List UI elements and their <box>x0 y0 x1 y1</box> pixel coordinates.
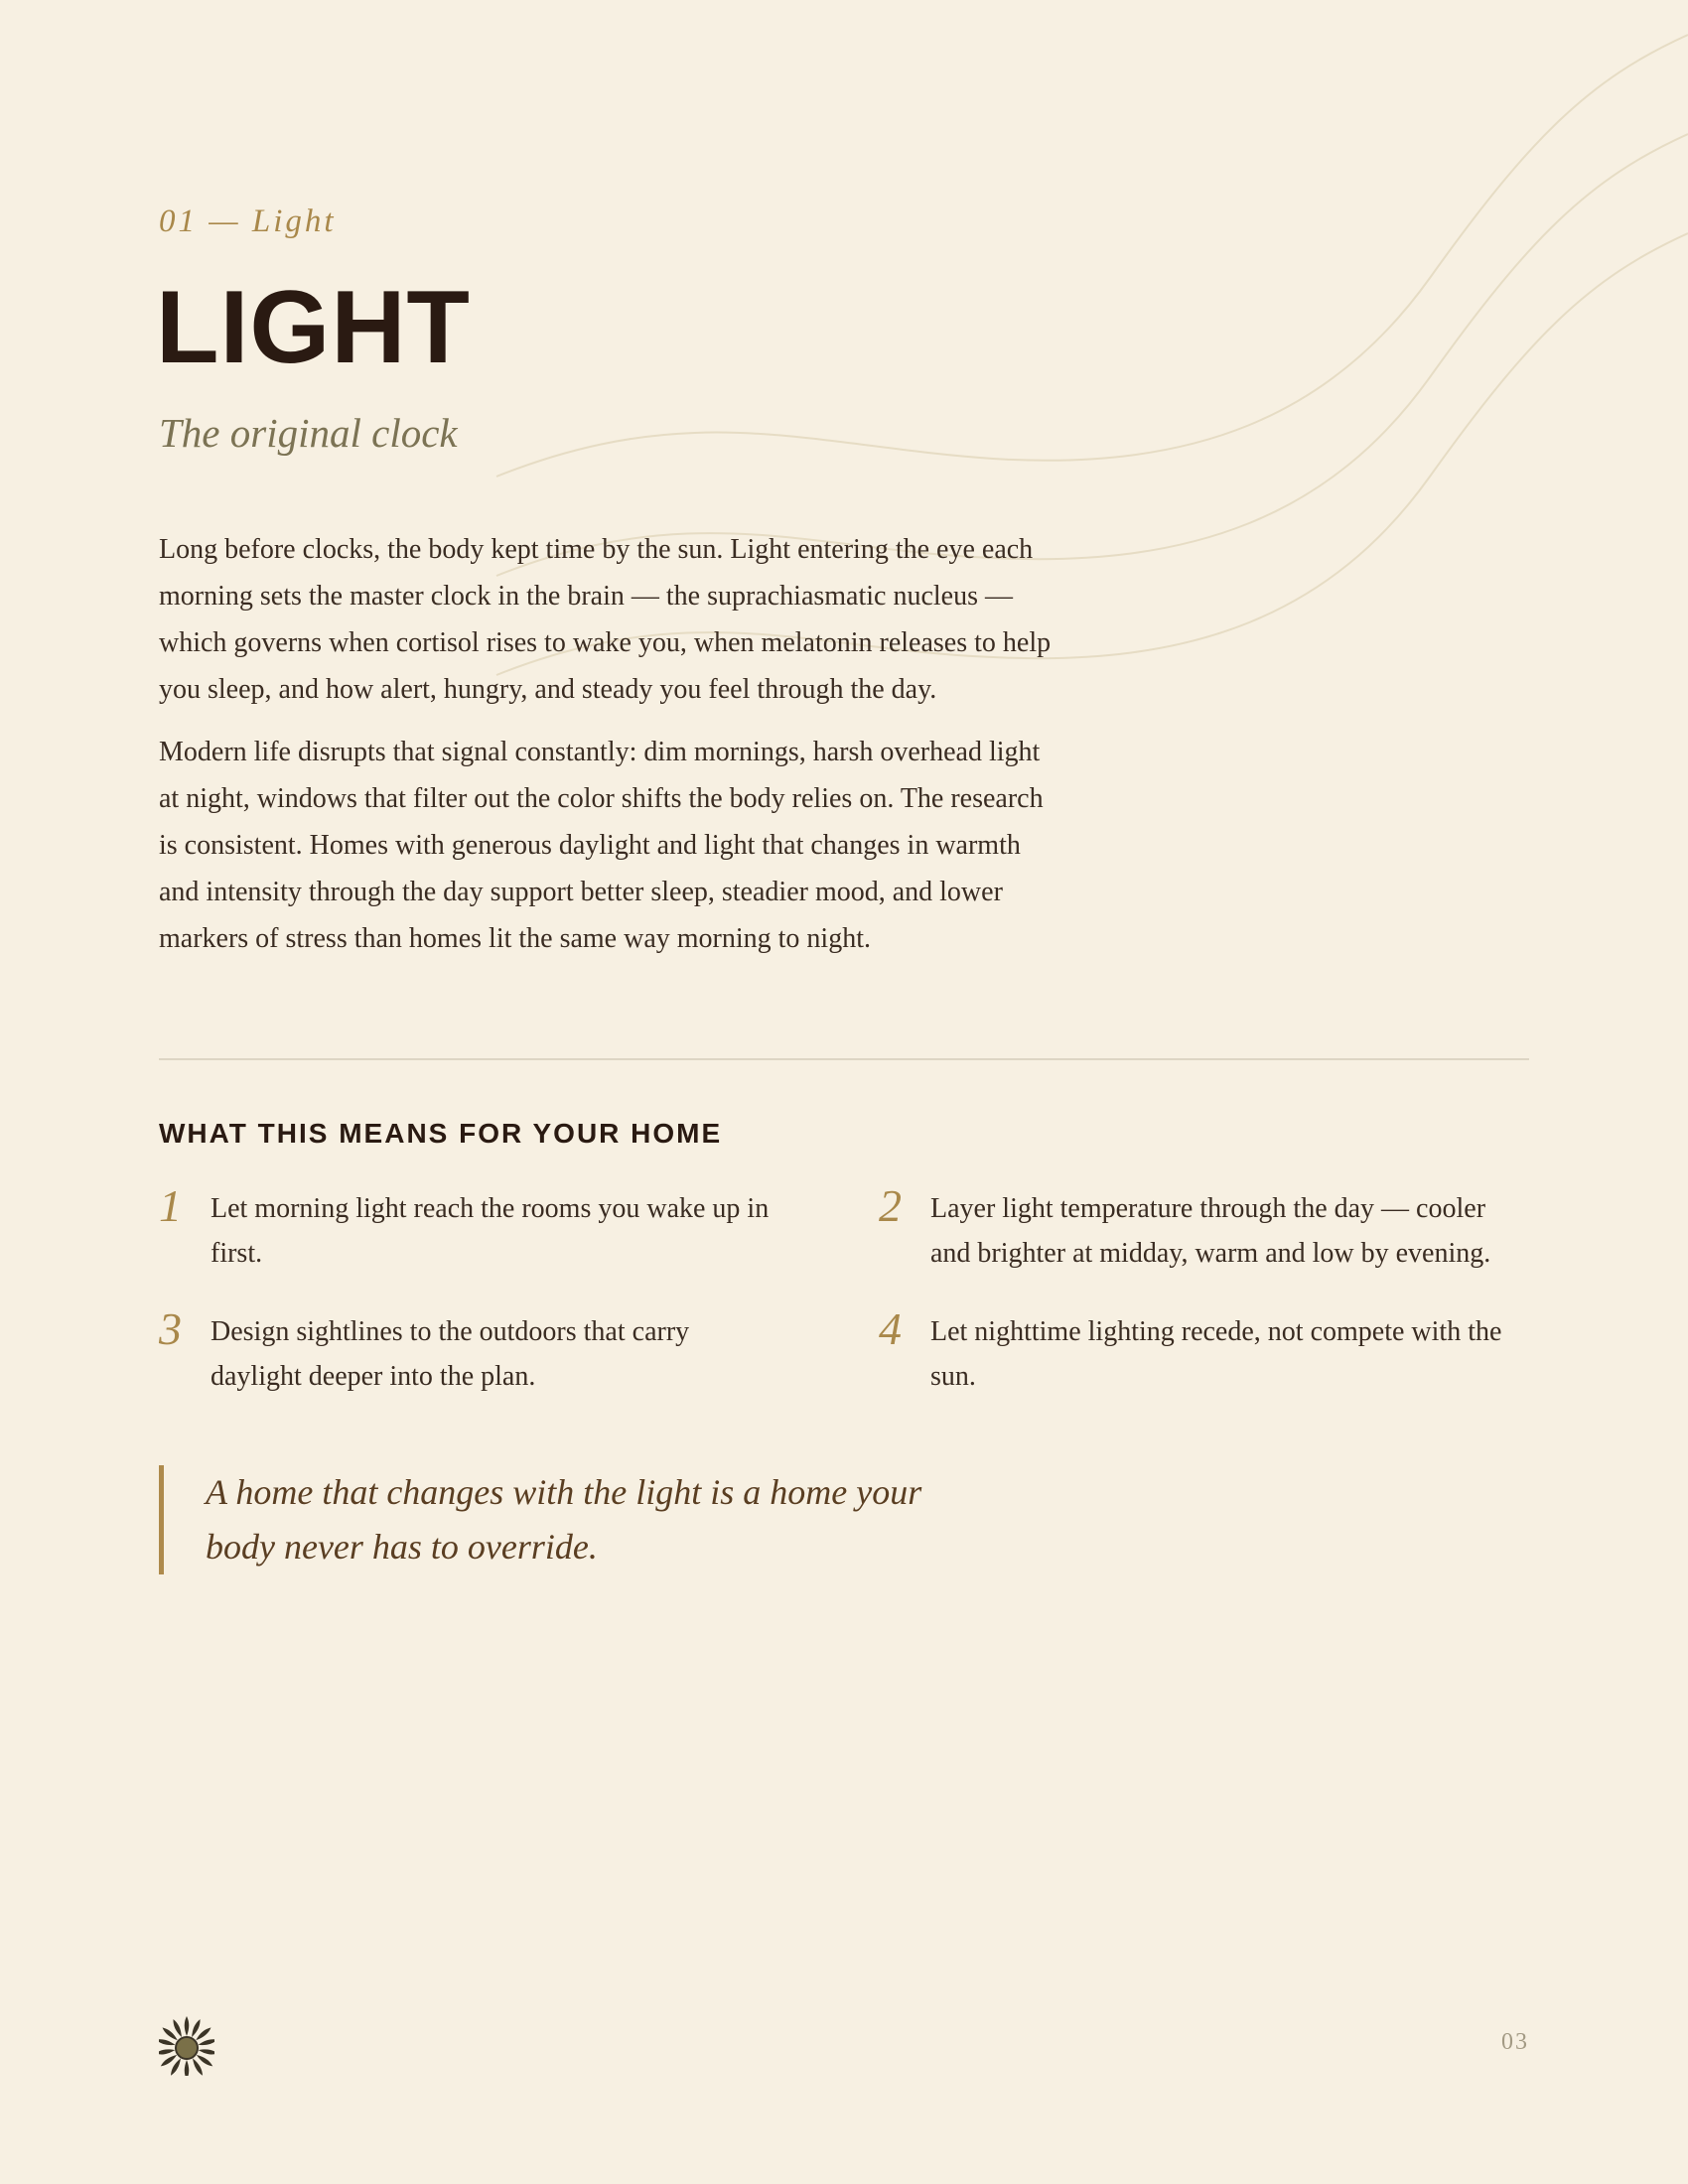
section-heading: WHAT THIS MEANS FOR YOUR HOME <box>159 1118 723 1149</box>
page-title: LIGHT <box>156 270 471 385</box>
list-item-text: Let morning light reach the rooms you wake up in first. <box>211 1193 770 1269</box>
chapter-kicker: 01 — Light <box>159 204 337 239</box>
pull-quote: A home that changes with the light is a home your body never has to override. <box>159 1465 980 1574</box>
list-item-text: Let nighttime lighting recede, not compete with the sun. <box>930 1316 1502 1392</box>
section-divider <box>159 1058 1529 1060</box>
page-subtitle: The original clock <box>159 410 458 456</box>
list-item-number: 4 <box>879 1303 902 1354</box>
list-item-number: 3 <box>159 1303 182 1354</box>
list-item-number: 1 <box>159 1180 182 1231</box>
list-item-text: Design sightlines to the outdoors that carry daylight deeper into the plan. <box>211 1316 690 1392</box>
body-text <box>159 526 1053 978</box>
list-item-number: 2 <box>879 1180 902 1231</box>
sunburst-logo-icon <box>159 2014 214 2076</box>
body-paragraph-2: Modern life disrupts that signal constantly: dim mornings, harsh overhead light at night, windows that filter out the color shifts the body relies on. The research is consistent. Homes with generous daylight and light that changes in warmth and intensity through the day support better sleep, steadier mood, and lower markers of stress than homes lit the same way morning to night. <box>159 737 1044 954</box>
page-number: 03 <box>1501 2029 1529 2055</box>
list-item-text: Layer light temperature through the day — cooler and brighter at midday, warm and low by evening. <box>930 1193 1491 1269</box>
body-paragraph-1: Long before clocks, the body kept time by the sun. Light entering the eye each morning sets the master clock in the brain — the suprachiasmatic nucleus — which governs when cortisol rises to wake you, when melatonin releases to help you sleep, and how alert, hungry, and steady you feel through the day. <box>159 534 1052 705</box>
